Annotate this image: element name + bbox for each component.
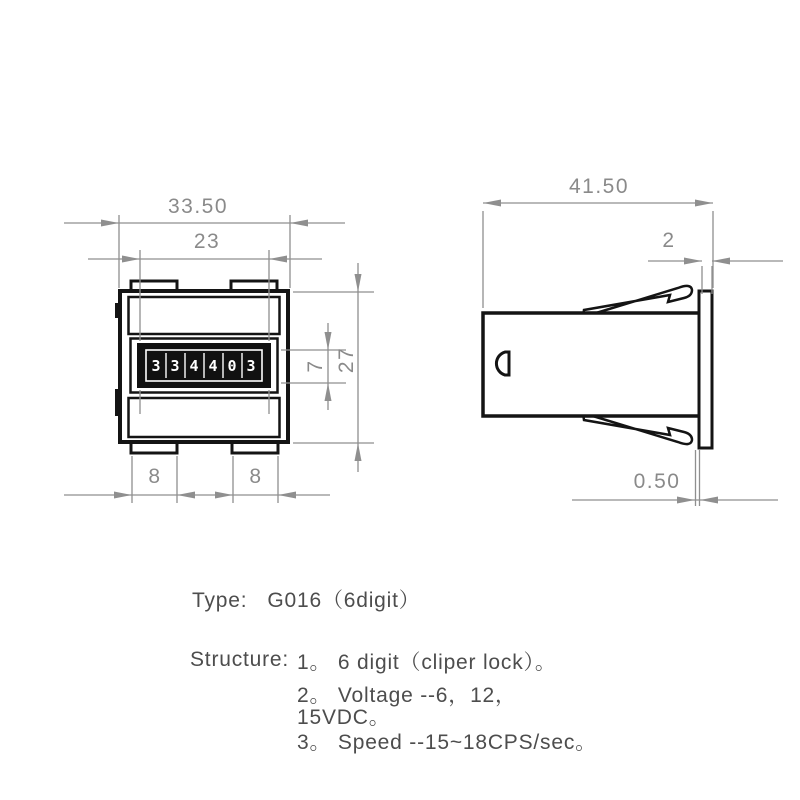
digit-1: 3 bbox=[151, 357, 161, 375]
structure-item-1: 1。 6 digit（cliper lock）。 bbox=[297, 651, 557, 674]
digit-4: 4 bbox=[208, 357, 218, 375]
dim-flange-thickness-label: 2 bbox=[662, 229, 676, 252]
dim-flange-thickness-lines bbox=[648, 258, 783, 295]
dim-window-height-label: 7 bbox=[304, 359, 327, 373]
dim-overall-height-label: 27 bbox=[335, 346, 358, 374]
dim-cutout-width-label: 23 bbox=[193, 230, 221, 253]
digit-6: 3 bbox=[246, 357, 256, 375]
type-label: Type: bbox=[192, 589, 248, 612]
front-lower-band bbox=[129, 398, 280, 437]
dim-left-foot-label: 8 bbox=[148, 465, 162, 488]
structure-item-2: 2。 Voltage --6，12， bbox=[297, 684, 517, 707]
structure-label: Structure: bbox=[190, 648, 290, 671]
side-view-drawing bbox=[483, 286, 712, 448]
front-upper-band bbox=[129, 297, 280, 334]
dim-overall-length-label: 41.50 bbox=[568, 175, 630, 198]
dim-gap-label: 0.50 bbox=[633, 470, 681, 493]
structure-item-2b: 15VDC。 bbox=[297, 706, 391, 729]
side-reset-notch bbox=[496, 352, 509, 375]
side-body bbox=[483, 313, 700, 416]
front-view-drawing bbox=[115, 281, 288, 453]
digit-2: 3 bbox=[170, 357, 180, 375]
dim-overall-width-label: 33.50 bbox=[167, 195, 229, 218]
dim-right-foot-label: 8 bbox=[249, 465, 263, 488]
structure-item-3: 3。 Speed --15~18CPS/sec。 bbox=[297, 731, 597, 754]
front-left-nub-bottom bbox=[115, 389, 121, 416]
front-left-nub-top bbox=[115, 303, 121, 318]
digit-3: 4 bbox=[189, 357, 199, 375]
type-line bbox=[192, 584, 421, 614]
type-value: G016（6digit） bbox=[267, 589, 421, 612]
digit-5: 0 bbox=[227, 357, 237, 375]
dim-feet-lines bbox=[64, 456, 330, 503]
side-flange bbox=[699, 291, 712, 448]
